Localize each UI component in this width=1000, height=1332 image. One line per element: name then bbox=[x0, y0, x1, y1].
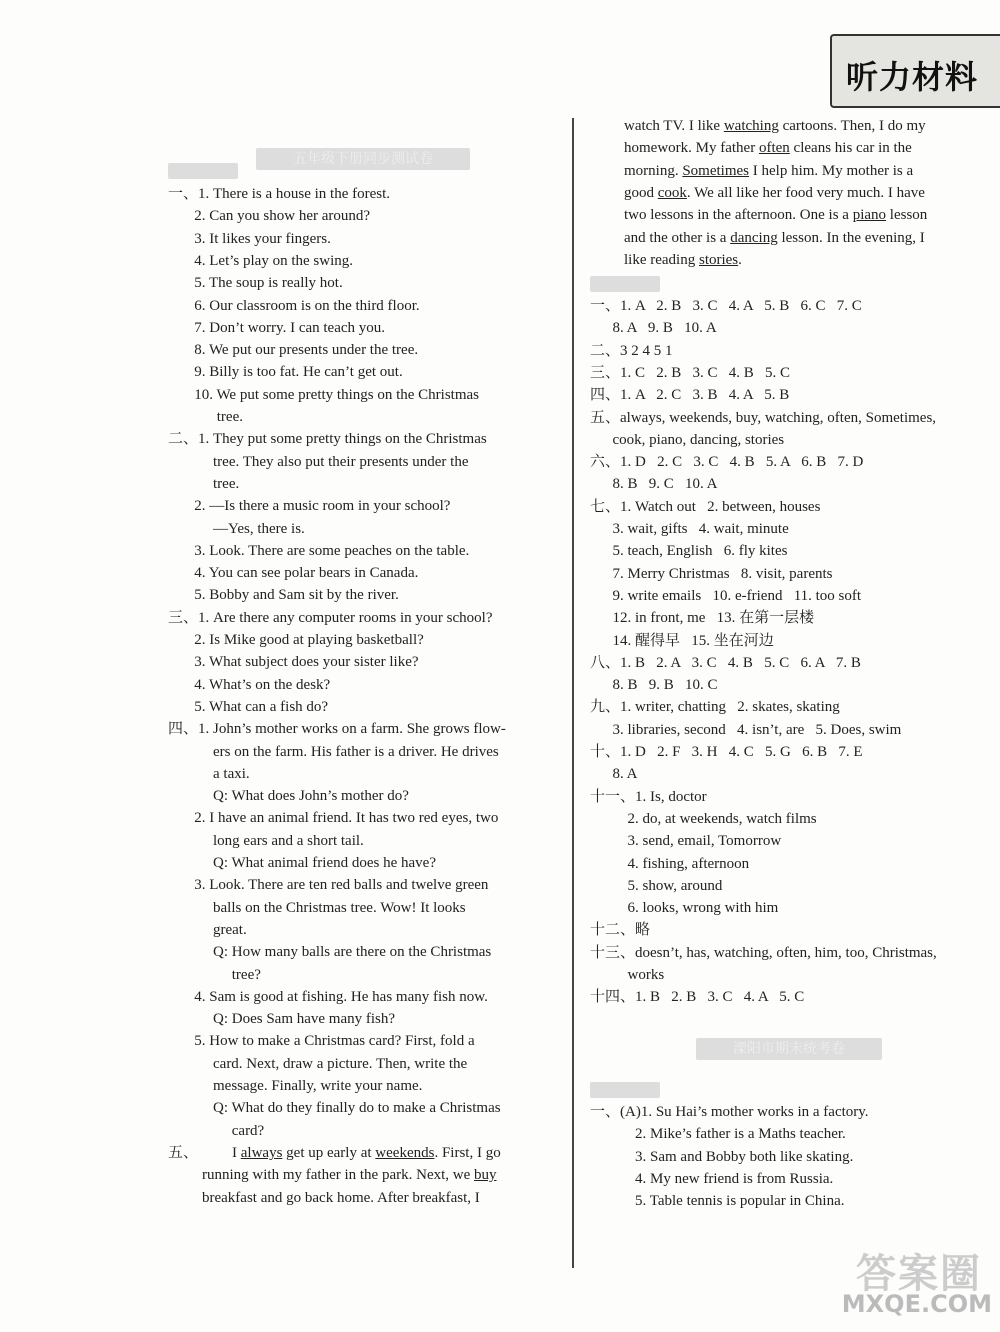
left-text-line: 2. Can you show her around? bbox=[168, 208, 371, 225]
watermark bbox=[772, 1242, 992, 1318]
answer-line: 十四、1. B 2. B 3. C 4. A 5. C bbox=[590, 989, 805, 1006]
answer-line: 十一、1. Is, doctor bbox=[590, 788, 707, 805]
left-section-title: 五年级下册同步测试卷 bbox=[256, 148, 470, 170]
left-text-line: 二、1. They put some pretty things on the Christmas bbox=[168, 431, 487, 448]
answer-line: 5. show, around bbox=[590, 877, 723, 894]
answer-line: 8. A bbox=[590, 766, 638, 783]
answer-line: cook, piano, dancing, stories bbox=[590, 431, 785, 448]
answer-line: 五、always, weekends, buy, watching, often, Sometimes, bbox=[590, 409, 937, 426]
answer-line: 14. 醒得早 15. 坐在河边 bbox=[590, 632, 774, 649]
answer-line: 9. write emails 10. e-friend 11. too soft bbox=[590, 587, 862, 604]
left-text-line: 7. Don’t worry. I can teach you. bbox=[168, 319, 386, 336]
left-text-line: 8. We put our presents under the tree. bbox=[168, 342, 419, 359]
left-text-line: 3. Look. There are some peaches on the table. bbox=[168, 542, 470, 559]
passage-line bbox=[202, 1165, 497, 1185]
answer-blank: Sometimes bbox=[682, 162, 750, 179]
listening-material-tag-2 bbox=[590, 1082, 660, 1098]
answer-line: 七、1. Watch out 2. between, houses bbox=[590, 498, 821, 515]
left-text-line: card. Next, draw a picture. Then, write the bbox=[168, 1055, 468, 1072]
section-header-tab bbox=[830, 34, 1000, 108]
passage-line bbox=[624, 205, 927, 225]
left-text-line: 2. —Is there a music room in your school? bbox=[168, 498, 451, 515]
answer-line: 三、1. C 2. B 3. C 4. B 5. C bbox=[590, 364, 791, 381]
question-number: 五、 bbox=[168, 1144, 199, 1161]
left-text-line: 3. Look. There are ten red balls and twelve green bbox=[168, 877, 489, 894]
answer-line: 八、1. B 2. A 3. C 4. B 5. C 6. A 7. B bbox=[590, 654, 861, 671]
left-text-line: 5. What can a fish do? bbox=[168, 698, 329, 715]
answer-line: 3. wait, gifts 4. wait, minute bbox=[590, 521, 789, 537]
left-text-line: card? bbox=[168, 1122, 265, 1139]
final-text-line: 一、(A)1. Su Hai’s mother works in a factory. bbox=[590, 1104, 869, 1120]
final-text-line: 5. Table tennis is popular in China. bbox=[590, 1193, 845, 1210]
answer-line: works bbox=[590, 967, 665, 983]
left-text-line: ers on the farm. His father is a driver. He drives bbox=[168, 743, 499, 760]
answer-line: 8. B 9. B 10. C bbox=[590, 677, 718, 694]
passage-line bbox=[624, 138, 912, 158]
left-text-line: 4. You can see polar bears in Canada. bbox=[168, 565, 419, 582]
passage-text: . First, I go bbox=[434, 1144, 501, 1161]
left-text-line: 3. What subject does your sister like? bbox=[168, 654, 419, 671]
answer-line: 十二、略 bbox=[590, 922, 651, 939]
answer-blank: stories bbox=[698, 251, 739, 268]
listening-material-tag bbox=[168, 163, 238, 179]
watermark-url: MXQE.COM bbox=[841, 1290, 992, 1318]
answer-line: 九、1. writer, chatting 2. skates, skating bbox=[590, 699, 840, 716]
answer-line: 二、3 2 4 5 1 bbox=[590, 342, 673, 359]
left-text-line: 5. Bobby and Sam sit by the river. bbox=[168, 587, 399, 604]
passage-text: two lessons in the afternoon. One is a bbox=[624, 207, 853, 224]
left-text-line: message. Finally, write your name. bbox=[168, 1078, 423, 1094]
answer-blank: often bbox=[758, 140, 790, 157]
answer-line: 2. do, at weekends, watch films bbox=[590, 810, 817, 827]
column-divider bbox=[572, 118, 574, 1268]
left-text-line: 5. The soup is really hot. bbox=[168, 275, 343, 292]
passage-line bbox=[624, 228, 925, 248]
section-header-title: 听力材料 bbox=[846, 58, 979, 96]
answer-line: 十三、doesn’t, has, watching, often, him, too, Christmas, bbox=[590, 944, 937, 961]
left-text-line: tree. They also put their presents under the bbox=[168, 453, 469, 470]
left-text-line: 3. It likes your fingers. bbox=[168, 230, 331, 247]
passage-line bbox=[624, 183, 925, 203]
answer-line: 8. B 9. C 10. A bbox=[590, 476, 718, 493]
answer-blank: cook bbox=[657, 184, 687, 201]
left-text-line: 4. Sam is good at fishing. He has many fish now. bbox=[168, 988, 488, 1005]
passage-line bbox=[232, 1143, 501, 1163]
answer-line: 8. A 9. B 10. A bbox=[590, 320, 717, 337]
left-text-line: 10. We put some pretty things on the Christmas bbox=[168, 386, 479, 403]
left-text-line: tree. bbox=[168, 475, 240, 492]
watermark-logo-text: 答案圈 bbox=[856, 1251, 982, 1297]
answer-line: 四、1. A 2. C 3. B 4. A 5. B bbox=[590, 387, 790, 404]
answer-line: 12. in front, me 13. 在第一层楼 bbox=[590, 610, 815, 627]
left-text-line: 三、1. Are there any computer rooms in your school? bbox=[168, 609, 493, 626]
left-text-line: tree. bbox=[168, 409, 243, 425]
answer-line: 十、1. D 2. F 3. H 4. C 5. G 6. B 7. E bbox=[590, 744, 863, 760]
passage-text: and the other is a bbox=[624, 229, 731, 246]
passage-text: morning. bbox=[624, 162, 683, 179]
final-text-line: 3. Sam and Bobby both like skating. bbox=[590, 1148, 854, 1165]
answer-blank: buy bbox=[474, 1167, 497, 1184]
passage-text: good bbox=[624, 184, 658, 201]
left-text-line: —Yes, there is. bbox=[168, 520, 305, 537]
passage-line: breakfast and go back home. After breakfast, I bbox=[202, 1189, 480, 1206]
passage-line bbox=[624, 250, 742, 270]
answer-line: 6. looks, wrong with him bbox=[590, 900, 779, 917]
answer-blank: watching bbox=[723, 118, 779, 134]
passage-text: like reading bbox=[624, 251, 699, 268]
left-text-line: a taxi. bbox=[168, 765, 250, 782]
passage-text: lesson. In the evening, I bbox=[777, 229, 925, 246]
passage-text: cartoons. Then, I do my bbox=[778, 118, 926, 134]
answer-line: 3. send, email, Tomorrow bbox=[590, 833, 782, 850]
final-text-line: 2. Mike’s father is a Maths teacher. bbox=[590, 1126, 846, 1143]
left-text-line: Q: Does Sam have many fish? bbox=[168, 1011, 396, 1028]
answer-line: 5. teach, English 6. fly kites bbox=[590, 543, 788, 560]
left-text-line: Q: What does John’s mother do? bbox=[168, 788, 409, 805]
left-text-line: 9. Billy is too fat. He can’t get out. bbox=[168, 364, 403, 381]
left-text-line: 4. What’s on the desk? bbox=[168, 676, 331, 693]
right-section-title: 溧阳市期末统考卷 bbox=[696, 1038, 882, 1060]
left-text-line: 5. How to make a Christmas card? First, fold a bbox=[168, 1033, 475, 1050]
answer-tag bbox=[590, 276, 660, 292]
left-text-line: 4. Let’s play on the swing. bbox=[168, 252, 353, 269]
left-text-line: 四、1. John’s mother works on a farm. She grows flow- bbox=[168, 721, 506, 738]
left-text-line: Q: What do they finally do to make a Christmas bbox=[168, 1100, 501, 1117]
passage-text: homework. My father bbox=[624, 140, 759, 157]
passage-text: I bbox=[232, 1144, 241, 1161]
passage-text: get up early at bbox=[282, 1144, 376, 1161]
left-text-line: 一、1. There is a house in the forest. bbox=[168, 186, 391, 202]
left-text-line: great. bbox=[168, 921, 247, 938]
passage-line bbox=[624, 116, 926, 136]
left-text-line: Q: How many balls are there on the Christmas bbox=[168, 944, 492, 961]
answer-blank: always bbox=[240, 1144, 283, 1161]
left-text-line: 6. Our classroom is on the third floor. bbox=[168, 297, 420, 314]
passage-line bbox=[624, 161, 913, 181]
left-text-line: Q: What animal friend does he have? bbox=[168, 855, 436, 871]
left-text-line: tree? bbox=[168, 966, 261, 983]
answer-line: 3. libraries, second 4. isn’t, are 5. Does, swim bbox=[590, 721, 902, 738]
passage-text: lesson bbox=[886, 207, 928, 224]
passage-text: watch TV. I like bbox=[624, 118, 724, 134]
passage-text: I help him. My mother is a bbox=[749, 162, 914, 179]
left-text-line: 2. Is Mike good at playing basketball? bbox=[168, 632, 424, 648]
left-text-line: 2. I have an animal friend. It has two red eyes, two bbox=[168, 810, 499, 827]
left-text-line: balls on the Christmas tree. Wow! It looks bbox=[168, 899, 466, 916]
left-text-line: long ears and a short tail. bbox=[168, 832, 364, 849]
answer-line: 7. Merry Christmas 8. visit, parents bbox=[590, 565, 833, 582]
answer-blank: weekends bbox=[375, 1144, 435, 1161]
passage-text: . bbox=[738, 251, 742, 268]
passage-text: running with my father in the park. Next, we bbox=[202, 1167, 475, 1184]
final-text-line: 4. My new friend is from Russia. bbox=[590, 1170, 834, 1187]
answer-blank: dancing bbox=[730, 229, 778, 246]
answer-line: 六、1. D 2. C 3. C 4. B 5. A 6. B 7. D bbox=[590, 454, 864, 471]
answer-line: 一、1. A 2. B 3. C 4. A 5. B 6. C 7. C bbox=[590, 298, 862, 314]
passage-text: cleans his car in the bbox=[789, 140, 912, 157]
answer-line: 4. fishing, afternoon bbox=[590, 855, 750, 872]
answer-blank: piano bbox=[852, 207, 887, 224]
passage-text: . We all like her food very much. I have bbox=[686, 184, 925, 201]
